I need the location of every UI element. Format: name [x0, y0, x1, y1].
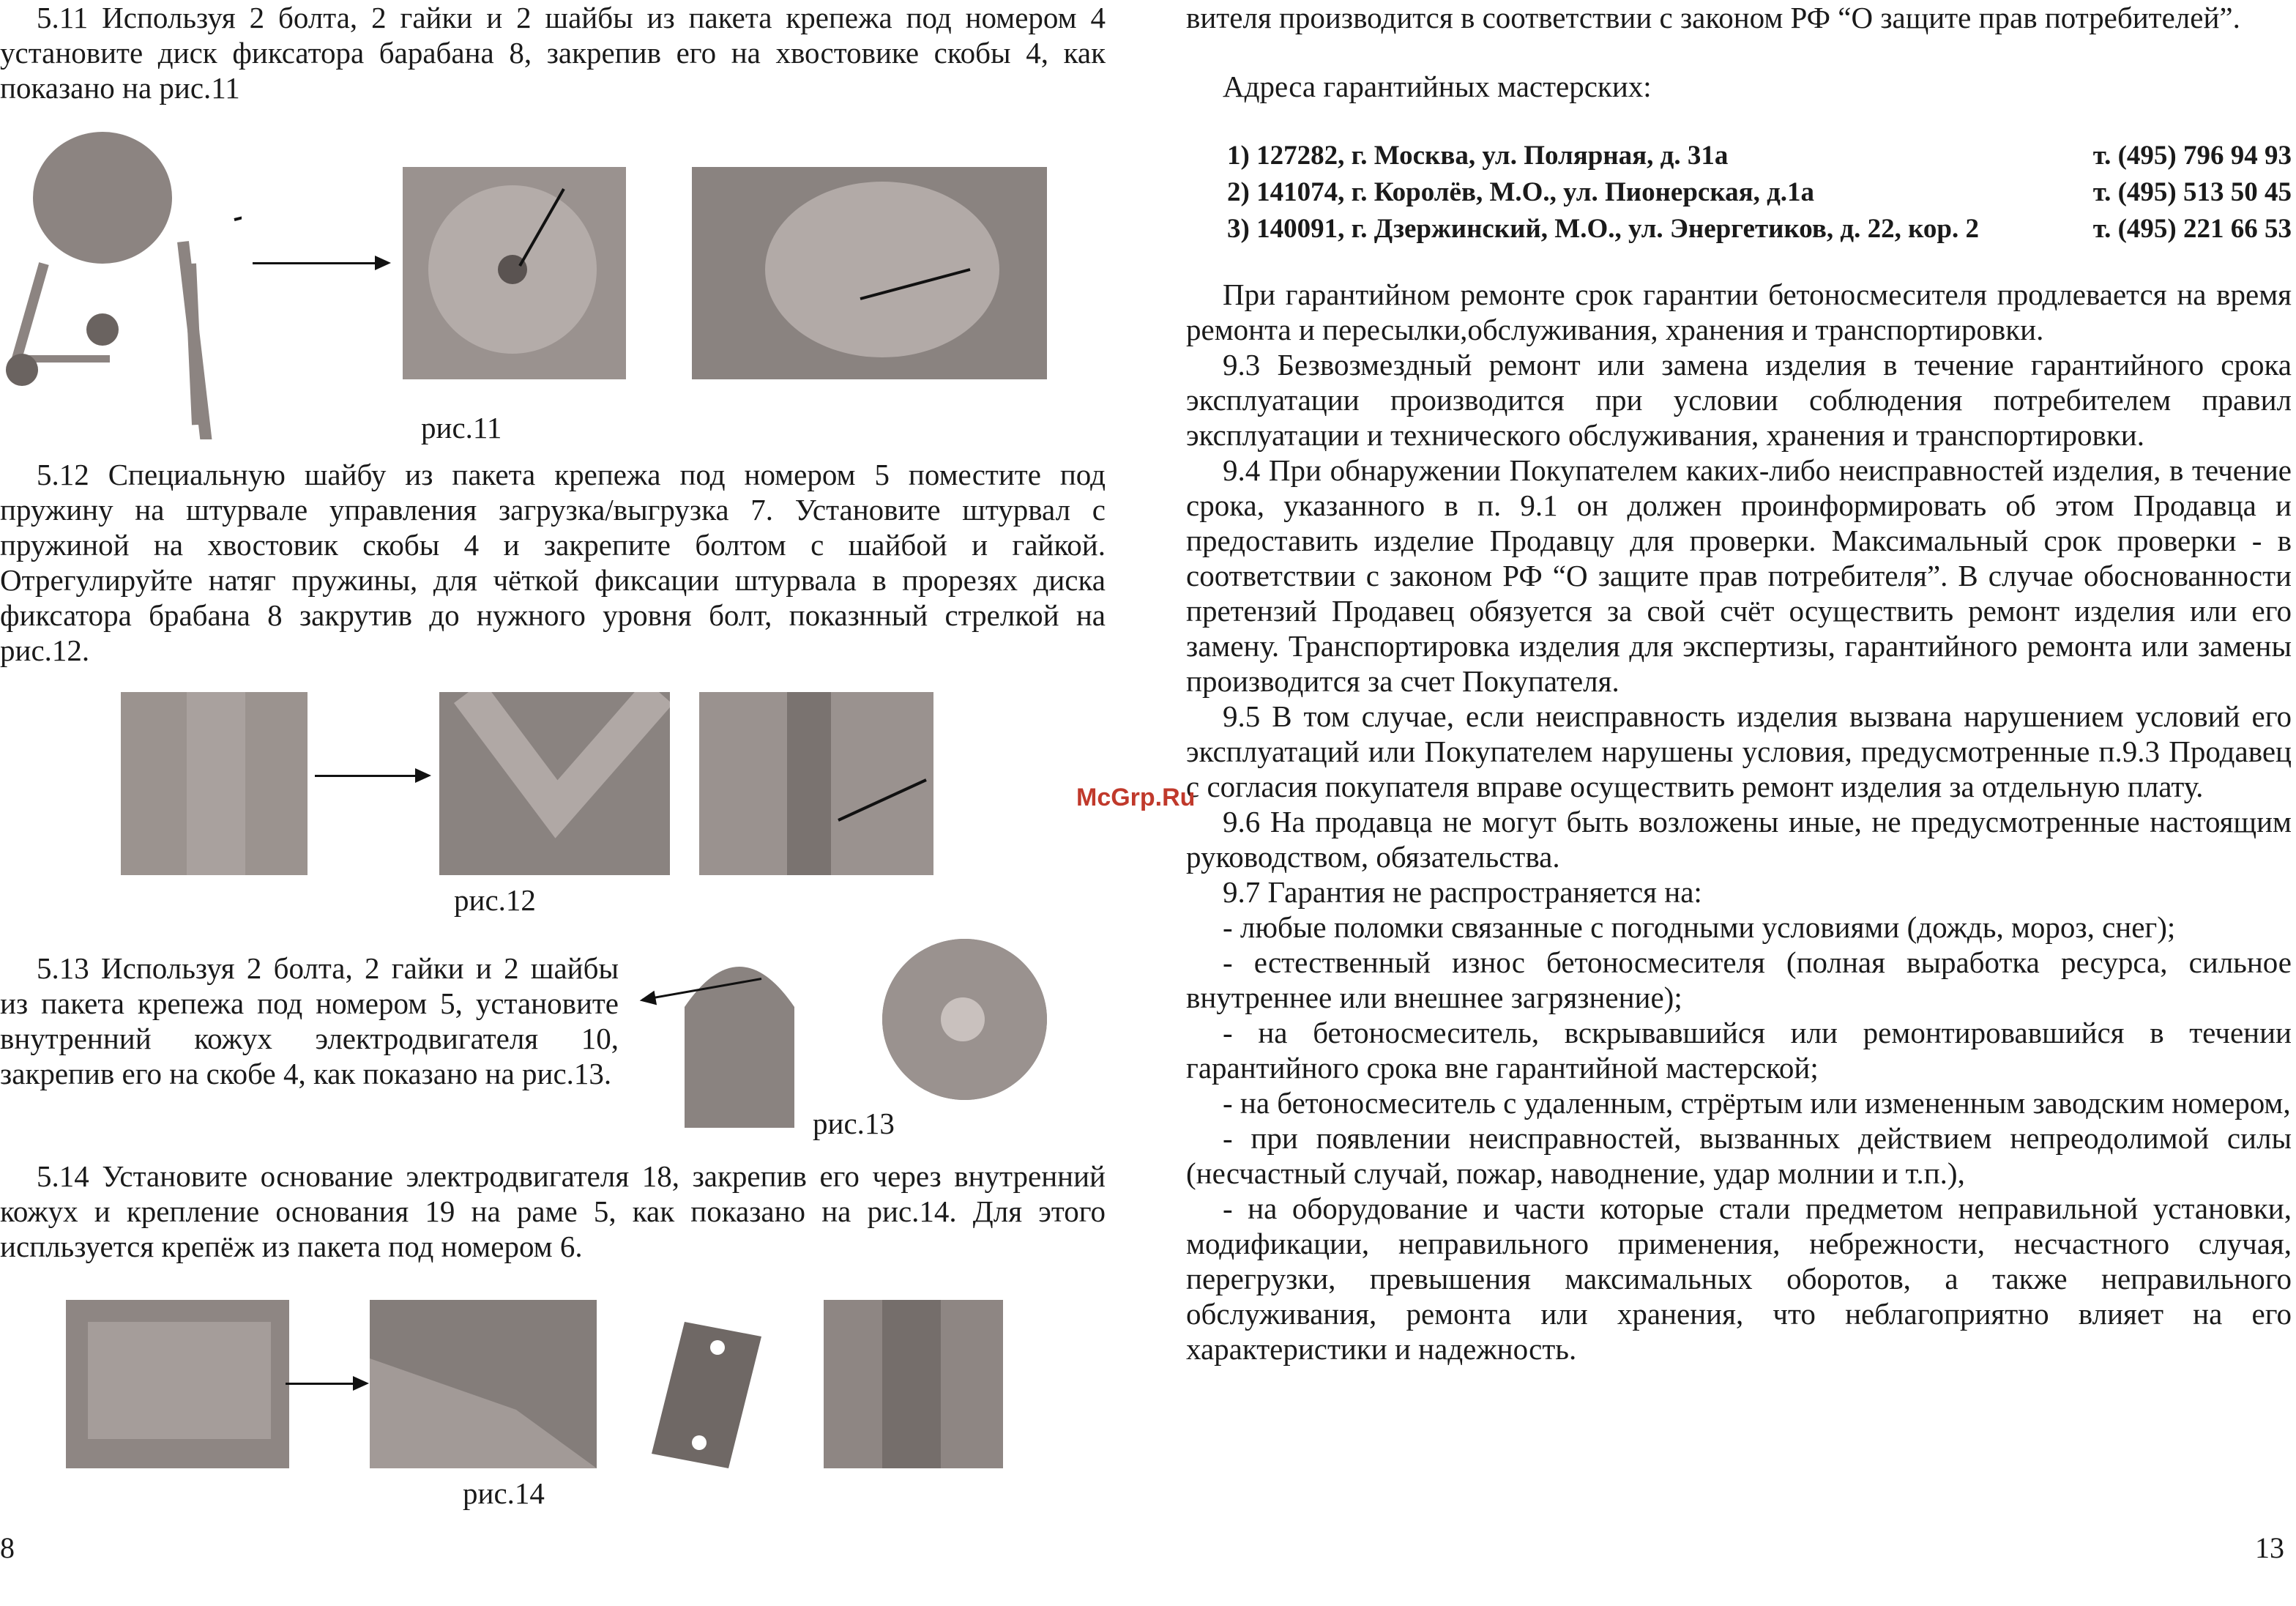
washer-hand-photo: [121, 692, 308, 875]
paragraph-5-13: 5.13 Используя 2 болта, 2 гайки и 2 шайбы из пакета крепежа под номером 5, установите внутренний кожух электродвигателя 10, закрепив его на скобе 4, как показано на рис.13.: [0, 951, 619, 1090]
paragraph-5-12: 5.12 Специальную шайбу из пакета крепежа под номером 5 поместите под пружину на штурвале управления загрузка/выгрузка 7. Установите штурвал с пружиной на хвостовик скобы 4 и закрепите болтом с шайбой и гайкой. Отрегулируйте натяг пружины, для чёткой фиксации штурвала в прорезях диска фиксатора брабана 8 закрутив до нужного уровня болт, показнный стрелкой на рис.12.: [0, 458, 1106, 667]
address-text: 2) 141074, г. Королёв, М.О., ул. Пионерская, д.1а: [1227, 177, 1815, 207]
page-number-right: 13: [2255, 1531, 2284, 1564]
paragraph-9-6: 9.6 На продавца не могут быть возложены иные, не предусмотренные настоящим руководством, обязательства.: [1186, 805, 2292, 874]
paragraph-5-14: 5.14 Установите основание электродвигателя 18, закрепив его через внутренний кожух и крепление основания 19 на раме 5, как показано на рис.14. Для этого испльзуется крепёж из пакета под номером 6.: [0, 1159, 1106, 1263]
phone-text: т. (495) 796 94 93: [2092, 141, 2292, 171]
figure-12-caption: рис.12: [454, 883, 536, 917]
handwheel-photo: [439, 692, 670, 875]
right-page: [1186, 0, 2292, 1606]
phone-text: т. (495) 221 66 53: [2092, 214, 2292, 244]
paragraph-continuation: вителя производится в соответствии с законом РФ “О защите прав потребителей”.: [1186, 1, 2240, 34]
base-bolt-photo: [824, 1300, 1003, 1468]
phone-text: т. (495) 513 50 45: [2092, 177, 2292, 207]
arrow-right-icon: [315, 775, 428, 777]
mounting-plate-photo: [648, 1318, 765, 1472]
page-number-left: 8: [0, 1531, 15, 1564]
list-item: - естественный износ бетоносмесителя (полная выработка ресурса, сильное внутреннее или внешнее загрязнение);: [1186, 945, 2292, 1014]
address-text: 1) 127282, г. Москва, ул. Полярная, д. 31а: [1227, 141, 1729, 171]
address-row: [1227, 211, 2292, 248]
addresses-heading: Адреса гарантийных мастерских:: [1223, 70, 1652, 103]
paragraph-9-4: 9.4 При обнаружении Покупателем каких-либо неисправностей изделия, в течение срока, указанного в п. 9.1 он должен проинформировать об этом Продавца и предоставить изделие Продавцу для проверки. Максимальный срок проверки - в соответствии с законом РФ “О защите прав потребителя”. В случае обоснованности претензий Продавец обязуется за свой счёт осуществить ремонт изделия или его замену. Транспортировка изделия для экспертизы, гарантийного ремонта или замены производится за счет Покупателя.: [1186, 453, 2292, 698]
figure-11-caption: рис.11: [421, 411, 502, 445]
paragraph-5-11: 5.11 Используя 2 болта, 2 гайки и 2 шайбы из пакета крепежа под номером 4 установите диск фиксатора барабана 8, закрепив его на хвостовике скобы 4, как показано на рис.11: [0, 1, 1106, 105]
figure-14-caption: рис.14: [463, 1476, 545, 1510]
list-item: - при появлении неисправностей, вызванных действием непреодолимой силы (несчастный случай, пожар, наводнение, удар молнии и т.п.),: [1186, 1121, 2292, 1190]
address-row: [1227, 174, 2292, 211]
paragraph-9-7: 9.7 Гарантия не распространяется на:: [1223, 875, 1702, 909]
address-list: [1227, 138, 2292, 248]
list-item: - на бетоносмеситель, вскрывавшийся или ремонтировавшийся в течении гарантийного срока вне гарантийной мастерской;: [1186, 1016, 2292, 1085]
disk-photo: [403, 167, 626, 379]
list-item: - любые поломки связанные с погодными условиями (дождь, мороз, снег);: [1223, 910, 2176, 944]
motor-base-photo: [66, 1300, 289, 1468]
arrow-right-icon: [286, 1383, 366, 1385]
address-text: 3) 140091, г. Дзержинский, М.О., ул. Энергетиков, д. 22, кор. 2: [1227, 214, 1979, 244]
list-item: - на бетоносмеситель с удаленным, стрёртым или измененным заводским номером,: [1223, 1086, 2291, 1120]
figure-13-caption: рис.13: [813, 1107, 895, 1140]
disk-closeup-photo: [692, 167, 1047, 379]
paragraph-9-3: 9.3 Безвозмездный ремонт или замена изделия в течение гарантийного срока эксплуатации производится при условии соблюдения потребителем правил эксплуатации и технического обслуживания, хранения и транспортировки.: [1186, 348, 2292, 452]
left-page: [0, 0, 1128, 1606]
base-mounted-photo: [370, 1300, 597, 1468]
list-item: - на оборудование и части которые стали предметом неправильной установки, модификации, неправильного применения, небрежности, несчастного случая, перегрузки, превышения максимальных оборотов, а также неправильного обслуживания, ремонта или хранения, что неблагоприятно влияет на его характеристики и надежность.: [1186, 1192, 2292, 1366]
bolt-photo: [699, 692, 933, 875]
arrow-right-icon: [253, 262, 388, 264]
cover-bolt-closeup-photo: [882, 939, 1047, 1100]
motor-cover-photo: [677, 941, 802, 1128]
watermark: McGrp.Ru: [1076, 784, 1196, 811]
warranty-body: [1186, 277, 2292, 1367]
paragraph-9-5: 9.5 В том случае, если неисправность изделия вызвана нарушением условий его эксплуатаций или Покупателем нарушены условия, предусмотренные п.9.3 Продавец с согласия покупателя вправе осуществить ремонт изделия за отдельную плату.: [1186, 699, 2292, 803]
paragraph-guarantee: При гарантийном ремонте срок гарантии бетоносмесителя продлевается на время ремонта и пересылки,обслуживания, хранения и транспортировки.: [1186, 278, 2292, 346]
address-row: [1227, 138, 2292, 174]
mixer-photo: [0, 117, 242, 439]
